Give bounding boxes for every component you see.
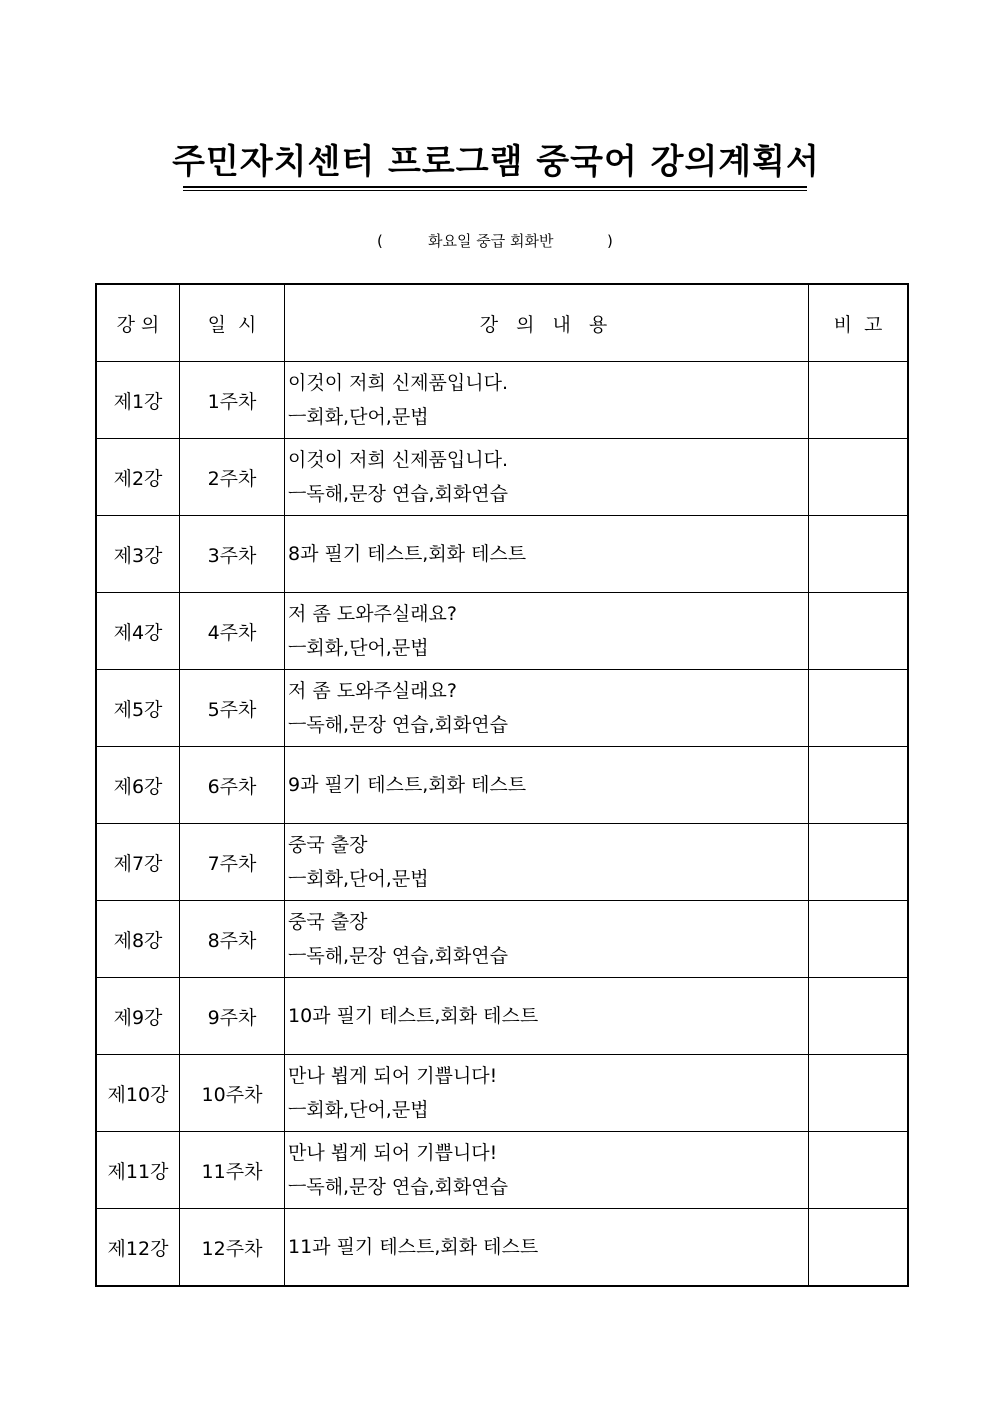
lecture-number: 제11강 <box>96 1132 180 1209</box>
lecture-note <box>809 901 909 978</box>
lecture-note <box>809 1209 909 1287</box>
content-line-2: ㅡ독해,문장 연습,회화연습 <box>288 483 509 505</box>
lecture-note <box>809 747 909 824</box>
content-line-2: ㅡ회화,단어,문법 <box>288 406 429 428</box>
content-line-1: 중국 출장 <box>288 834 368 856</box>
content-line-1: 이것이 저희 신제품입니다. <box>288 372 509 394</box>
content-line-1: 저 좀 도와주실래요? <box>288 680 457 702</box>
header-lecture: 강 의 <box>96 284 180 362</box>
page-title: 주민자치센터 프로그램 중국어 강의계획서 <box>172 142 820 182</box>
subtitle-text: 화요일 중급 회화반 <box>428 232 554 250</box>
table-row <box>96 978 908 1055</box>
table-row <box>96 1132 908 1209</box>
header-row <box>96 284 908 362</box>
lecture-number: 제1강 <box>96 362 180 439</box>
lecture-number: 제9강 <box>96 978 180 1055</box>
lecture-number: 제5강 <box>96 670 180 747</box>
lecture-number: 제3강 <box>96 516 180 593</box>
content-line-1: 만나 뵙게 되어 기쁩니다! <box>288 1065 498 1087</box>
lecture-note <box>809 362 909 439</box>
table-row <box>96 747 908 824</box>
lecture-content <box>285 1209 809 1287</box>
lecture-note <box>809 439 909 516</box>
title-underline <box>183 186 807 188</box>
table-row <box>96 593 908 670</box>
lecture-week: 9주차 <box>180 978 285 1055</box>
lecture-content <box>285 747 809 824</box>
lecture-content <box>285 516 809 593</box>
content-line-2: ㅡ회화,단어,문법 <box>288 1099 429 1121</box>
subtitle <box>0 229 992 253</box>
lecture-week: 4주차 <box>180 593 285 670</box>
lecture-content <box>285 362 809 439</box>
lecture-week: 12주차 <box>180 1209 285 1287</box>
lecture-week: 7주차 <box>180 824 285 901</box>
content-line-2: ㅡ회화,단어,문법 <box>288 868 429 890</box>
lecture-week: 8주차 <box>180 901 285 978</box>
lecture-plan-table <box>95 283 909 1287</box>
lecture-note <box>809 824 909 901</box>
header-content: 강 의 내 용 <box>285 284 809 362</box>
lecture-week: 11주차 <box>180 1132 285 1209</box>
lecture-week: 10주차 <box>180 1055 285 1132</box>
lecture-content <box>285 824 809 901</box>
lecture-week: 2주차 <box>180 439 285 516</box>
content-line-2: ㅡ회화,단어,문법 <box>288 637 429 659</box>
lecture-note <box>809 593 909 670</box>
table-row <box>96 670 908 747</box>
table-row <box>96 1055 908 1132</box>
content-line-1: 이것이 저희 신제품입니다. <box>288 449 509 471</box>
lecture-content <box>285 1132 809 1209</box>
lecture-note <box>809 1055 909 1132</box>
content-line-1: 11과 필기 테스트,회화 테스트 <box>288 1236 539 1258</box>
content-line-1: 10과 필기 테스트,회화 테스트 <box>288 1005 539 1027</box>
lecture-week: 6주차 <box>180 747 285 824</box>
content-line-1: 저 좀 도와주실래요? <box>288 603 457 625</box>
lecture-number: 제4강 <box>96 593 180 670</box>
lecture-content <box>285 1055 809 1132</box>
lecture-content <box>285 901 809 978</box>
title-underline-thin <box>183 190 807 191</box>
lecture-week: 3주차 <box>180 516 285 593</box>
lecture-content <box>285 978 809 1055</box>
table-row <box>96 439 908 516</box>
content-line-1: 9과 필기 테스트,회화 테스트 <box>288 774 527 796</box>
content-line-2: ㅡ독해,문장 연습,회화연습 <box>288 1176 509 1198</box>
content-line-1: 중국 출장 <box>288 911 368 933</box>
table-row <box>96 362 908 439</box>
header-date: 일 시 <box>180 284 285 362</box>
lecture-number: 제8강 <box>96 901 180 978</box>
lecture-content <box>285 670 809 747</box>
header-note: 비 고 <box>809 284 909 362</box>
table-row <box>96 1209 908 1287</box>
content-line-2: ㅡ독해,문장 연습,회화연습 <box>288 714 509 736</box>
content-line-2: ㅡ독해,문장 연습,회화연습 <box>288 945 509 967</box>
table-row <box>96 516 908 593</box>
lecture-number: 제2강 <box>96 439 180 516</box>
lecture-number: 제12강 <box>96 1209 180 1287</box>
lecture-note <box>809 516 909 593</box>
subtitle-close-paren: ) <box>607 232 613 250</box>
lecture-note <box>809 670 909 747</box>
subtitle-open-paren: ( <box>377 232 383 250</box>
table-row <box>96 824 908 901</box>
table-row <box>96 901 908 978</box>
lecture-content <box>285 439 809 516</box>
lecture-number: 제6강 <box>96 747 180 824</box>
content-line-1: 만나 뵙게 되어 기쁩니다! <box>288 1142 498 1164</box>
content-line-1: 8과 필기 테스트,회화 테스트 <box>288 543 527 565</box>
lecture-note <box>809 978 909 1055</box>
lecture-number: 제7강 <box>96 824 180 901</box>
lecture-week: 5주차 <box>180 670 285 747</box>
lecture-week: 1주차 <box>180 362 285 439</box>
lecture-content <box>285 593 809 670</box>
lecture-number: 제10강 <box>96 1055 180 1132</box>
lecture-note <box>809 1132 909 1209</box>
